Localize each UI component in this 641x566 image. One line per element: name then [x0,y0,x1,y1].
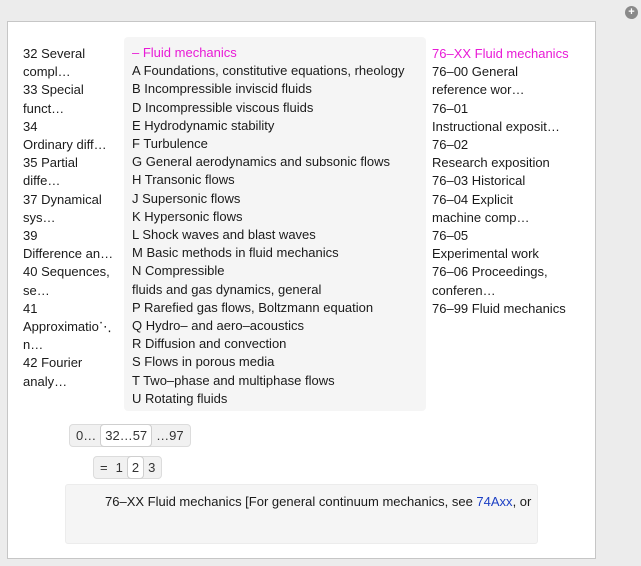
right-column-list [432,45,582,345]
range-pager-item[interactable]: 32…57 [100,424,152,447]
middle-column-item[interactable]: L Shock waves and blast waves [132,227,316,243]
middle-column-list [124,37,426,411]
right-column-item[interactable]: machine comp… [432,209,530,225]
description-suffix: , or [512,494,532,509]
right-column-item[interactable]: Instructional exposit… [432,118,560,134]
left-column-item[interactable]: se… [23,282,50,298]
middle-column-header[interactable]: – Fluid mechanics [132,45,237,60]
right-column-item[interactable]: Experimental work [432,246,539,262]
right-column-item[interactable]: 76–00 General [432,64,519,80]
left-column-item[interactable]: n… [23,337,44,353]
right-column-item[interactable]: 76–06 Proceedings, [432,264,548,280]
left-column-item[interactable]: Ordinary diff… [23,137,107,153]
right-column-item[interactable]: conferen… [432,282,496,298]
left-column-item[interactable]: diffe… [23,173,61,189]
middle-column-item[interactable]: F Turbulence [132,136,208,152]
middle-column-item[interactable]: Q Hydro– and aero–acoustics [132,318,304,334]
left-column-item[interactable]: 40 Sequences, [23,264,110,280]
right-column-item[interactable]: 76–04 Explicit [432,191,513,207]
description-panel [65,484,538,544]
description-text: 76–XX Fluid mechanics [For general continuum mechanics, see [105,494,477,509]
middle-column-item[interactable]: G General aerodynamics and subsonic flows [132,154,390,170]
left-column-item[interactable]: 33 Special [23,82,84,98]
middle-column-item[interactable]: S Flows in porous media [132,354,275,370]
range-pager-item[interactable]: …97 [156,428,184,443]
middle-column-item[interactable]: P Rarefied gas flows, Boltzmann equation [132,299,374,315]
left-column-item[interactable]: 37 Dynamical [23,191,102,207]
page-pager-item[interactable]: 3 [148,460,156,475]
left-column-item[interactable]: Difference an… [23,246,114,262]
left-column-item[interactable]: 42 Fourier [23,355,83,371]
middle-column-item[interactable]: J Supersonic flows [132,190,241,206]
right-column-item[interactable]: 76–01 [432,100,469,116]
middle-column-item[interactable]: D Incompressible viscous fluids [132,99,314,115]
right-column-header[interactable]: 76–XX Fluid mechanics [432,46,569,61]
middle-column-item[interactable]: A Foundations, constitutive equations, rheology [132,63,405,79]
browser-panel [7,21,596,559]
left-column-list [23,45,118,406]
right-column-item[interactable]: 76–03 Historical [432,173,526,189]
left-column-item[interactable]: analy… [23,373,68,389]
right-column-item[interactable]: reference wor… [432,82,525,98]
middle-column-item[interactable]: K Hypersonic flows [132,208,243,224]
right-column-item[interactable]: 76–02 [432,137,469,153]
page-pager-item[interactable]: 2 [127,456,144,479]
page-pager-item[interactable]: 1 [115,460,123,475]
left-column-item[interactable]: 32 Several [23,46,86,61]
middle-column-item[interactable]: T Two–phase and multiphase flows [132,372,335,388]
middle-column-item[interactable]: B Incompressible inviscid fluids [132,81,312,97]
middle-column-item[interactable]: M Basic methods in fluid mechanics [132,245,339,261]
right-column-item[interactable]: 76–99 Fluid mechanics [432,300,566,316]
middle-column-item[interactable]: H Transonic flows [132,172,235,188]
right-column-item[interactable]: 76–05 [432,228,469,244]
middle-column-item[interactable]: N Compressible [132,263,225,279]
left-column-item[interactable]: funct… [23,100,65,116]
left-column-item[interactable]: 35 Partial [23,155,78,171]
page-pager-item[interactable]: = [100,460,108,475]
middle-column-item[interactable]: U Rotating fluids [132,390,228,406]
description-link[interactable]: 74Axx [476,494,513,509]
range-pager-item[interactable]: 0… [76,428,97,443]
left-column-item[interactable]: 34 [23,118,38,134]
page-pager [93,456,162,479]
middle-column-item[interactable]: R Diffusion and convection [132,336,287,352]
left-column-item[interactable]: sys… [23,209,56,225]
right-column-item[interactable]: Research exposition [432,155,550,171]
middle-column-item[interactable]: fluids and gas dynamics, general [132,281,322,297]
left-column-item[interactable]: Approximatio⋱ [23,319,112,335]
left-column-item[interactable]: 39 [23,228,38,244]
add-cell-icon[interactable]: + [625,6,638,19]
middle-column-item[interactable]: E Hydrodynamic stability [132,117,275,133]
range-pager [69,424,191,447]
left-column-item[interactable]: 41 [23,300,38,316]
left-column-item[interactable]: compl… [23,64,71,80]
